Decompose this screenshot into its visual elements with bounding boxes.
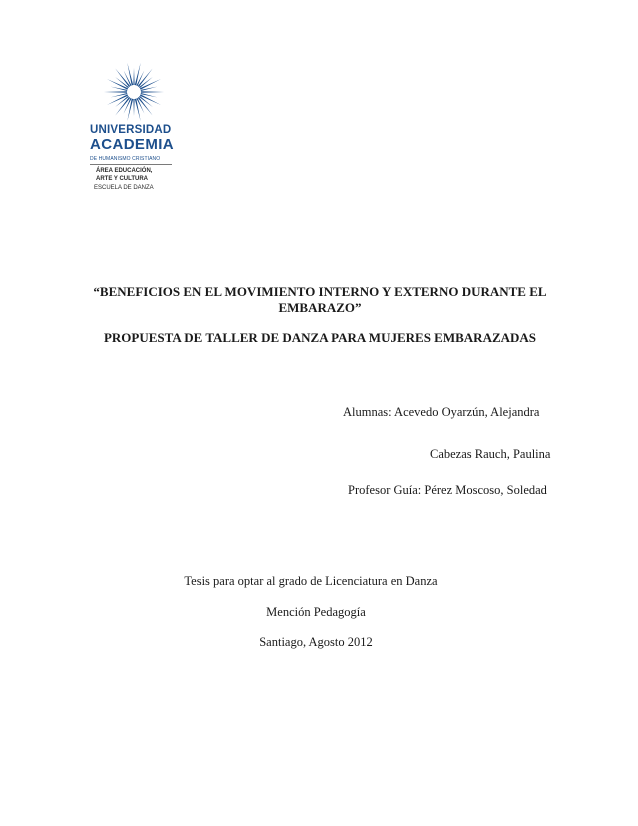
thesis-title: “BENEFICIOS EN EL MOVIMIENTO INTERNO Y EXTERNO DURANTE EL EMBARAZO” — [93, 284, 547, 315]
sunburst-ray — [104, 91, 127, 93]
logo-divider — [90, 164, 172, 165]
mention-line: Mención Pedagogía — [266, 605, 366, 619]
sunburst-icon — [102, 60, 166, 124]
advisor-line: Profesor Guía: Pérez Moscoso, Soledad — [348, 483, 547, 497]
place-date-line: Santiago, Agosto 2012 — [259, 635, 373, 649]
university-logo — [90, 60, 180, 192]
logo-academia-text: ACADEMIA — [90, 136, 175, 153]
sunburst-ray — [141, 91, 164, 93]
logo-area-line1: ÁREA EDUCACIÓN, — [96, 168, 153, 174]
sunburst-ray — [133, 99, 134, 116]
sunburst-ray — [135, 63, 141, 86]
logo-university-text: UNIVERSIDAD — [90, 124, 172, 136]
authors-line-1: Alumnas: Acevedo Oyarzún, Alejandra — [343, 405, 540, 419]
degree-line: Tesis para optar al grado de Licenciatura en Danza — [184, 574, 438, 588]
sunburst-ray — [135, 99, 141, 122]
logo-area-line2: ARTE Y CULTURA — [96, 176, 149, 182]
authors-line-2: Cabezas Rauch, Paulina — [430, 447, 551, 461]
logo-school-text: ESCUELA DE DANZA — [94, 185, 154, 191]
logo-subtitle-text: DE HUMANISMO CRISTIANO — [90, 156, 161, 162]
sunburst-ray — [127, 63, 133, 86]
sunburst-ray — [133, 68, 134, 85]
thesis-subtitle: PROPUESTA DE TALLER DE DANZA PARA MUJERES EMBARAZADAS — [103, 330, 537, 345]
sunburst-ray — [127, 99, 133, 122]
